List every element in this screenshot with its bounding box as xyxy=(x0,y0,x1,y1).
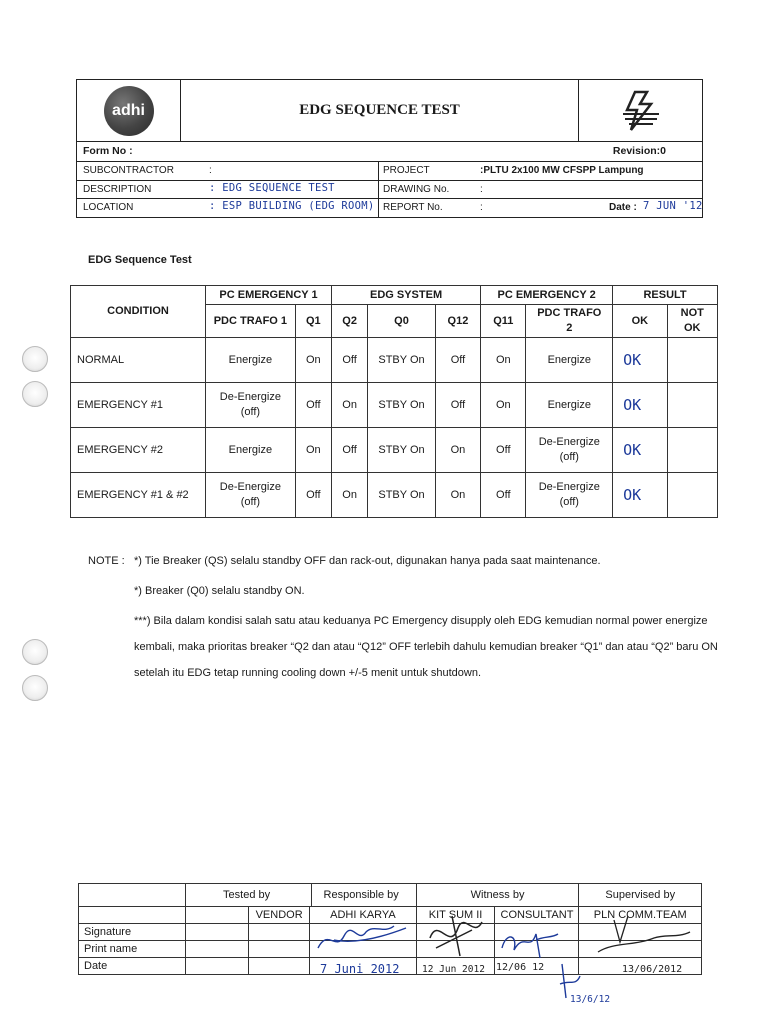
section-title: EDG Sequence Test xyxy=(88,254,192,266)
header-q1: Q1 xyxy=(295,305,331,338)
drawing-label: DRAWING No. xyxy=(383,183,450,195)
signoff-blank xyxy=(185,907,248,924)
q2-cell: On xyxy=(331,383,367,428)
not-ok-cell xyxy=(667,473,717,518)
header-pdc-trafo-2 xyxy=(526,305,613,338)
signature-cell xyxy=(248,924,309,941)
header-not-ok xyxy=(667,305,717,338)
note-3: ***) Bila dalam kondisi salah satu atau keduanya PC Emergency disupply oleh EDG kemudian normal power energize kembali, maka prioritas breaker “Q2 dan atau “Q12” OFF terlebih dahulu kemudian breaker “Q1” dan atau “Q2” baru ON setelah itu EDG tetap running cooling down +/-5 menit untuk shutdown. xyxy=(134,615,718,679)
project-value: :PLTU 2x100 MW CFSPP Lampung xyxy=(480,165,644,176)
header-q11: Q11 xyxy=(481,305,526,338)
responsible-by-text: Responsible by xyxy=(311,884,411,906)
q11-cell: On xyxy=(481,383,526,428)
sequence-table xyxy=(70,285,718,518)
tested-by-label xyxy=(185,884,416,907)
signature-adhi-icon xyxy=(314,918,414,964)
notes-body xyxy=(134,548,734,690)
header-not-ok-line1: NOT xyxy=(680,307,704,320)
header-pc-emergency-2: PC EMERGENCY 2 xyxy=(481,286,613,305)
q11-cell: Off xyxy=(481,473,526,518)
table-row xyxy=(71,428,718,473)
cell-text: De-Energize xyxy=(538,436,600,449)
condition-cell: NORMAL xyxy=(71,338,206,383)
date-adhi-handwritten: 7 Juni 2012 xyxy=(320,962,400,976)
punch-hole-icon xyxy=(22,381,48,407)
header-q0: Q0 xyxy=(368,305,436,338)
signature-pln-icon xyxy=(594,912,694,962)
date-consultant-handwritten: 12/06 12 xyxy=(496,962,545,973)
info-row xyxy=(77,199,702,218)
report-value: : xyxy=(480,202,483,214)
header-q2: Q2 xyxy=(331,305,367,338)
form-no-label: Form No : xyxy=(83,145,133,157)
cell-text: Energize xyxy=(547,353,591,366)
table-row xyxy=(71,338,718,383)
signature-cell xyxy=(185,924,248,941)
drawing-value: : xyxy=(480,183,483,195)
info-grid xyxy=(76,162,703,218)
date-cell xyxy=(248,958,309,975)
logo-cell xyxy=(77,80,181,141)
pdc-trafo-2-cell xyxy=(526,473,613,518)
pln-logo-cell xyxy=(579,80,702,141)
q12-cell: Off xyxy=(435,383,480,428)
not-ok-cell xyxy=(667,383,717,428)
cell-text: Energize xyxy=(547,398,591,411)
header-not-ok-line2: OK xyxy=(684,322,701,334)
description-label: DESCRIPTION xyxy=(83,183,152,195)
subcontractor-label: SUBCONTRACTOR xyxy=(83,165,174,176)
logo-text: adhi xyxy=(112,101,145,119)
print-name-cell xyxy=(185,941,248,958)
report-label: REPORT No. xyxy=(383,202,443,214)
signature-kit-sum-icon xyxy=(422,908,492,964)
cell-text: Energize xyxy=(228,353,273,366)
pdc-trafo-2-cell xyxy=(526,383,613,428)
adhi-karya-label: ADHI KARYA xyxy=(310,907,416,924)
condition-cell: EMERGENCY #1 xyxy=(71,383,206,428)
table-row xyxy=(71,473,718,518)
q0-cell: STBY On xyxy=(368,338,436,383)
pdc-trafo-2-cell xyxy=(526,338,613,383)
ok-mark: OK xyxy=(613,338,667,383)
location-label: LOCATION xyxy=(83,202,134,214)
signoff-header-row xyxy=(79,884,702,907)
kit-sum-label: KIT SUM II xyxy=(416,907,495,924)
punch-hole-icon xyxy=(22,346,48,372)
subcontractor-value: : xyxy=(209,165,212,176)
header-pc-emergency-1: PC EMERGENCY 1 xyxy=(206,286,332,305)
date-value: 7 JUN '12 xyxy=(643,200,703,213)
pdc-trafo-1-cell xyxy=(206,338,296,383)
consultant-label: CONSULTANT xyxy=(495,907,579,924)
supervised-by-label: Supervised by xyxy=(579,884,702,907)
description-value: : EDG SEQUENCE TEST xyxy=(209,181,335,194)
date-pln-handwritten: 13/06/2012 xyxy=(622,964,683,975)
witness-by-label: Witness by xyxy=(416,884,579,907)
ok-mark: OK xyxy=(613,473,667,518)
pdc-trafo-1-cell xyxy=(206,428,296,473)
ok-mark: OK xyxy=(613,428,667,473)
q0-cell: STBY On xyxy=(368,473,436,518)
header-q12: Q12 xyxy=(435,305,480,338)
pdc-trafo-1-cell xyxy=(206,383,296,428)
notes-label: NOTE : xyxy=(88,555,125,567)
header-ok: OK xyxy=(613,305,667,338)
signature-label: Signature xyxy=(79,924,186,941)
condition-cell: EMERGENCY #1 & #2 xyxy=(71,473,206,518)
q2-cell: Off xyxy=(331,428,367,473)
q1-cell: On xyxy=(295,338,331,383)
q11-cell: On xyxy=(481,338,526,383)
cell-text: De-Energize xyxy=(538,481,600,494)
header-result: RESULT xyxy=(613,286,718,305)
q0-cell: STBY On xyxy=(368,428,436,473)
project-label: PROJECT xyxy=(383,165,430,176)
not-ok-cell xyxy=(667,338,717,383)
cell-text: Energize xyxy=(228,443,273,456)
cell-text: (off) xyxy=(240,496,261,508)
q1-cell: On xyxy=(295,428,331,473)
signoff-blank xyxy=(79,884,186,907)
cell-text: (off) xyxy=(559,496,579,508)
punch-hole-icon xyxy=(22,639,48,665)
q12-cell: On xyxy=(435,428,480,473)
header-pdc-trafo-2-line1: PDC TRAFO xyxy=(537,307,602,320)
not-ok-cell xyxy=(667,428,717,473)
cell-text: (off) xyxy=(559,451,579,463)
info-row xyxy=(77,181,702,200)
signature-consultant-icon xyxy=(496,922,560,962)
header-pdc-trafo-1: PDC TRAFO 1 xyxy=(206,305,296,338)
pdc-trafo-1-cell xyxy=(206,473,296,518)
adhi-logo-icon xyxy=(104,86,154,136)
header-condition: CONDITION xyxy=(71,286,206,338)
q1-cell: Off xyxy=(295,473,331,518)
header-pdc-trafo-2-line2: 2 xyxy=(566,322,573,334)
location-value: : ESP BUILDING (EDG ROOM) xyxy=(209,200,375,213)
form-number-row xyxy=(76,142,703,162)
q12-cell: On xyxy=(435,473,480,518)
header-edg-system: EDG SYSTEM xyxy=(331,286,480,305)
cell-text: De-Energize xyxy=(219,391,281,404)
punch-hole-icon xyxy=(22,675,48,701)
q2-cell: On xyxy=(331,473,367,518)
tested-by-text: Tested by xyxy=(223,889,271,901)
q12-cell: Off xyxy=(435,338,480,383)
q1-cell: Off xyxy=(295,383,331,428)
print-name-cell xyxy=(248,941,309,958)
vendor-label: VENDOR xyxy=(248,907,309,924)
date-cell xyxy=(185,958,248,975)
print-name-label: Print name xyxy=(79,941,186,958)
date-kit-sum-handwritten: 12 Jun 2012 xyxy=(422,964,485,975)
date-label: Date xyxy=(79,958,186,975)
info-row xyxy=(77,162,702,181)
cell-text: (off) xyxy=(240,406,261,418)
pln-logo-icon xyxy=(621,90,661,132)
revision-label: Revision:0 xyxy=(612,145,666,157)
q2-cell: Off xyxy=(331,338,367,383)
q11-cell: Off xyxy=(481,428,526,473)
signoff-blank xyxy=(79,907,186,924)
note-1: *) Tie Breaker (QS) selalu standby OFF dan rack-out, digunakan hanya pada saat maintenance. xyxy=(134,555,601,567)
document-header xyxy=(76,79,703,142)
pdc-trafo-2-cell xyxy=(526,428,613,473)
extra-date-handwritten: 13/6/12 xyxy=(570,994,611,1005)
table-row xyxy=(71,383,718,428)
condition-cell: EMERGENCY #2 xyxy=(71,428,206,473)
cell-text: De-Energize xyxy=(219,481,281,494)
document-title: EDG SEQUENCE TEST xyxy=(181,80,579,141)
q0-cell: STBY On xyxy=(368,383,436,428)
date-label: Date : xyxy=(609,202,637,214)
table-header-row xyxy=(71,286,718,305)
ok-mark: OK xyxy=(613,383,667,428)
note-2: *) Breaker (Q0) selalu standby ON. xyxy=(134,585,305,597)
pln-team-label: PLN COMM.TEAM xyxy=(579,907,702,924)
